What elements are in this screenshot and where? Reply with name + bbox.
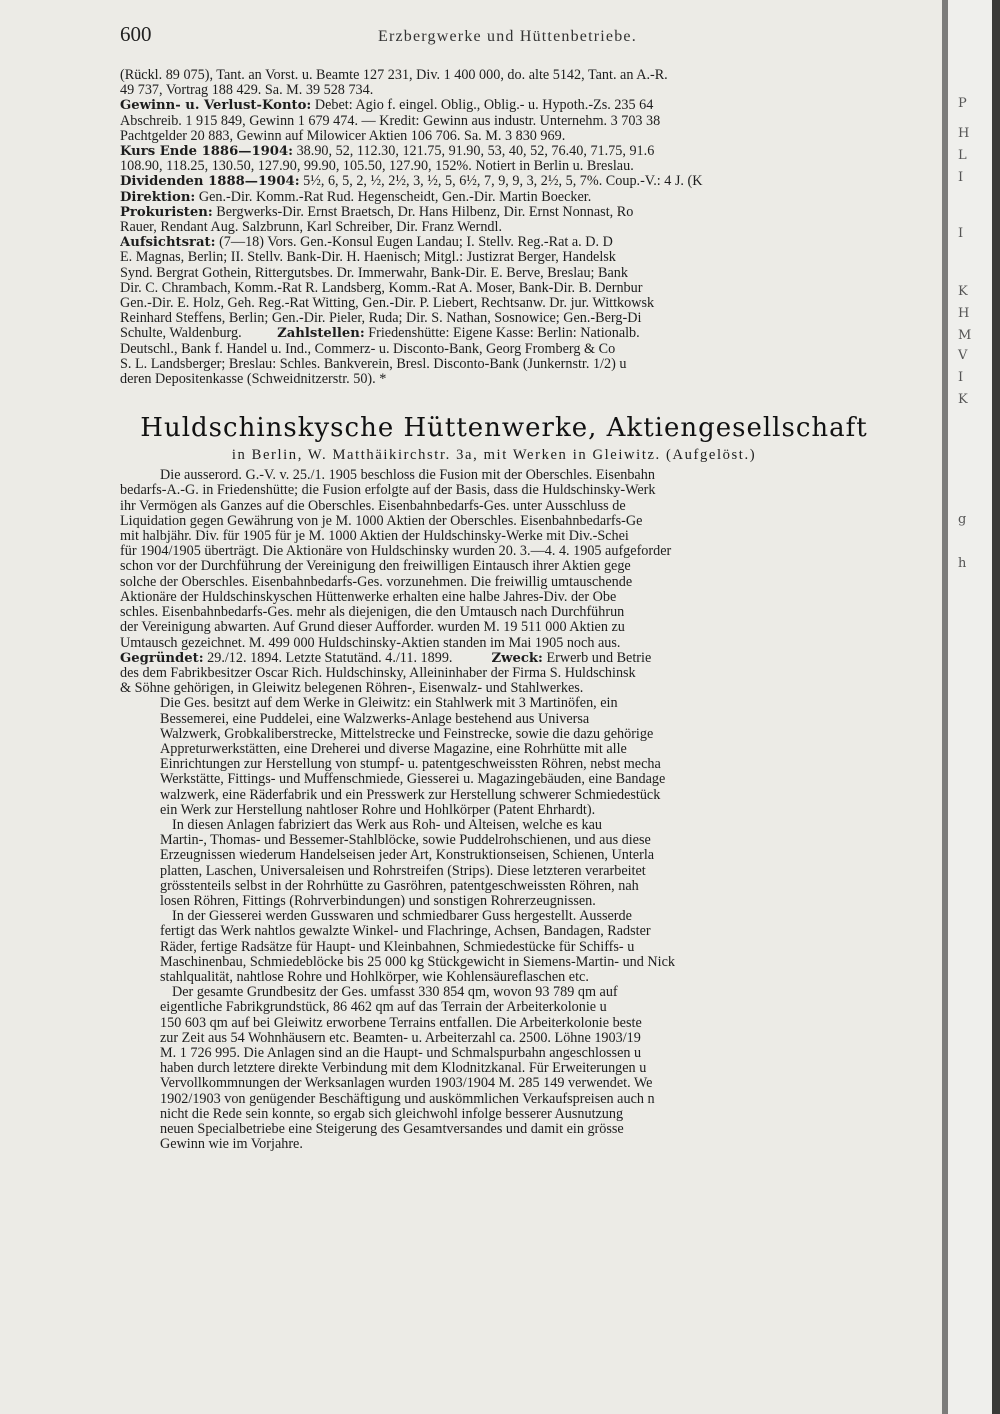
text-line: (Rückl. 89 075), Tant. an Vorst. u. Beamte 127 231, Div. 1 400 000, do. alte 5142, Tant. an A.-R. — [120, 68, 668, 83]
text-line: Synd. Bergrat Gothein, Rittergutsbes. Dr. Immerwahr, Bank-Dir. E. Berve, Breslau; Bank — [120, 265, 628, 281]
text-line: grösstenteils selbst in der Rohrhütte zu Gasröhren, patentgeschweissten Röhren, nah — [160, 878, 639, 894]
text-line: E. Magnas, Berlin; II. Stellv. Bank-Dir. H. Haenisch; Mitgl.: Justizrat Berger, Handelsk — [120, 250, 616, 266]
text-line: losen Röhren, Fittings (Rohrverbindungen) und sonstigen Rohrerzeugnissen. — [160, 893, 596, 909]
margin-fragment: V — [958, 348, 968, 363]
section-label: Gewinn- u. Verlust-Konto: — [120, 98, 312, 114]
text-line: mit halbjähr. Div. für 1905 für je M. 1000 Aktien der Huldschinsky-Werke mit Div.-Schei — [120, 529, 629, 545]
margin-fragment: P — [958, 96, 967, 111]
text-line — [120, 98, 934, 113]
text-line: Die ausserord. G.-V. v. 25./1. 1905 beschloss die Fusion mit der Oberschles. Eisenbahn — [160, 468, 655, 484]
margin-fragment: M — [958, 328, 972, 343]
text-line: für 1904/1905 überträgt. Die Aktionäre von Huldschinsky wurden 20. 3.—4. 4. 1905 aufgeforder — [120, 544, 672, 560]
text-line: Die Ges. besitzt auf dem Werke in Gleiwitz: ein Stahlwerk mit 3 Martinöfen, ein — [160, 696, 618, 712]
text-line: Maschinenbau, Schmiedeblöcke bis 25 000 kg Stückgewicht in Siemens-Martin- und Nick — [160, 954, 675, 970]
section-label: Zweck: — [491, 650, 543, 666]
margin-fragment: g — [958, 512, 967, 527]
text-span: Erwerb und Betrie — [546, 650, 652, 666]
margin-fragment: H — [958, 306, 970, 321]
text-line: der Vereinigung abwarten. Auf Grund dieser Aufforder. wurden M. 19 511 000 Aktien zu — [120, 620, 625, 636]
text-line: In der Giesserei werden Gusswaren und schmiedbarer Guss hergestellt. Ausserde — [172, 909, 632, 925]
section-label: Dividenden 1888—1904: — [120, 174, 300, 190]
text-span: 5½, 6, 5, 2, ½, 2½, 3, ½, 5, 6½, 7, 9, 9, 3, 2½, 5, 7%. Coup.-V.: 4 J. (K — [303, 174, 703, 190]
margin-fragment: I — [958, 370, 964, 385]
margin-fragment: I — [958, 170, 964, 185]
text-span: 29./12. 1894. Letzte Statutänd. 4./11. 1899. — [207, 650, 453, 666]
text-line: zur Zeit aus 54 Wohnhäusern etc. Beamten- u. Arbeiterzahl ca. 2500. Löhne 1903/19 — [160, 1030, 641, 1046]
text-line: Pachtgelder 20 883, Gewinn auf Milowicer Aktien 106 706. Sa. M. 3 830 969. — [120, 128, 566, 144]
text-line: des dem Fabrikbesitzer Oscar Rich. Huldschinsky, Alleininhaber der Firma S. Huldschinsk — [120, 665, 636, 681]
fusion-paragraph — [120, 468, 934, 650]
text-line: haben durch letztere direkte Verbindung mit dem Klodnitzkanal. Für Erweiterungen u — [160, 1061, 647, 1077]
text-line — [120, 235, 934, 250]
adjacent-page-strip — [942, 0, 1000, 1414]
text-line: bedarfs-A.-G. in Friedenshütte; die Fusion erfolgte auf der Basis, dass die Huldschinsky-Werk — [120, 483, 656, 499]
text-line: Rauer, Rendant Aug. Salzbrunn, Karl Schreiber, Dir. Franz Werndl. — [120, 220, 502, 236]
giesserei-paragraph — [120, 909, 934, 985]
section-label: Direktion: — [120, 189, 196, 205]
text-span: Debet: Agio f. eingel. Oblig., Oblig.- u. Hypoth.-Zs. 235 64 — [314, 98, 654, 114]
margin-fragment: K — [958, 284, 968, 299]
text-line — [120, 190, 934, 205]
text-line: Liquidation gegen Gewährung von je M. 1000 Aktien der Oberschles. Eisenbahnbedarfs-Ge — [120, 513, 643, 529]
section-label: Zahlstellen: — [277, 326, 365, 342]
text-line: 49 737, Vortrag 188 429. Sa. M. 39 528 734. — [120, 83, 374, 99]
grundbesitz-paragraph — [120, 985, 934, 1152]
text-line — [120, 326, 934, 341]
text-line: platten, Laschen, Universaleisen und Rohrstreifen (Strips). Diese letzteren verarbeitet — [160, 863, 646, 879]
margin-fragment: K — [958, 392, 968, 407]
adjacent-page-margin — [948, 0, 992, 1414]
text-line: Der gesamte Grundbesitz der Ges. umfasst 330 854 qm, wovon 93 789 qm auf — [172, 985, 618, 1001]
text-line: Werkstätte, Fittings- und Muffenschmiede, Giesserei u. Magazingebäuden, eine Bandage — [160, 772, 666, 788]
text-span: Bergwerks-Dir. Ernst Braetsch, Dr. Hans Hilbenz, Dir. Ernst Nonnast, Ro — [216, 204, 634, 220]
text-line: ihr Vermögen als Ganzes auf die Oberschles. Eisenbahnbedarfs-Ges. unter Ausschluss de — [120, 498, 626, 514]
text-span: Gen.-Dir. Komm.-Rat Rud. Hegenscheidt, Gen.-Dir. Martin Boecker. — [198, 189, 592, 205]
text-line: Erzeugnissen wiederum Handelseisen jeder Art, Konstruktionseisen, Schienen, Unterla — [160, 848, 655, 864]
text-line: Reinhard Steffens, Berlin; Gen.-Dir. Pieler, Ruda; Dir. S. Nathan, Sosnowice; Gen.-Berg-Di — [120, 311, 642, 327]
text-line: Vervollkommnungen der Werksanlagen wurden 1903/1904 M. 285 149 verwendet. We — [160, 1076, 653, 1092]
section-label: Aufsichtsrat: — [120, 235, 216, 251]
text-line — [120, 205, 934, 220]
section-label: Prokuristen: — [120, 204, 213, 220]
page-content — [108, 22, 934, 1392]
text-line: Umtausch gezeichnet. M. 499 000 Huldschinsky-Aktien standen im Mai 1905 noch aus. — [120, 635, 621, 651]
text-line: Deutschl., Bank f. Handel u. Ind., Commerz- u. Disconto-Bank, Georg Fromberg & Co — [120, 341, 616, 357]
text-line: Gen.-Dir. E. Holz, Geh. Reg.-Rat Witting, Gen.-Dir. P. Liebert, Rechtsanw. Dr. jur. Wittkowsk — [120, 296, 655, 312]
margin-fragment: H — [958, 126, 970, 141]
anlagen-paragraph — [120, 818, 934, 909]
text-line: solche der Oberschles. Eisenbahnbedarfs-Ges. vorzunehmen. Die freiwillig umtauschende — [120, 574, 633, 590]
text-line — [120, 174, 934, 189]
text-line: 150 603 qm auf bei Gleiwitz erworbene Terrains entfallen. Die Arbeiterkolonie beste — [160, 1015, 642, 1031]
text-line: Räder, fertige Radsätze für Haupt- und Kleinbahnen, Schmiedestücke für Schiffs- u — [160, 939, 635, 955]
text-line: ein Werk zur Herstellung nahtloser Rohre und Hohlkörper (Patent Ehrhardt). — [160, 802, 596, 818]
text-line: Bessemerei, eine Puddelei, eine Walzwerks-Anlage bestehend aus Universa — [160, 711, 590, 727]
text-span: (7—18) Vors. Gen.-Konsul Eugen Landau; I. Stellv. Reg.-Rat a. D. D — [219, 235, 613, 251]
page-header — [108, 22, 934, 54]
werk-paragraph — [120, 696, 934, 818]
page-number: 600 — [120, 22, 152, 46]
company-subtitle: in Berlin, W. Matthäikirchstr. 3a, mit Werken in Gleiwitz. (Aufgelöst.) — [231, 447, 757, 464]
text-line: schles. Eisenbahnbedarfs-Ges. mehr als diejenigen, die den Umtausch nach Durchführun — [120, 605, 625, 621]
text-span: 38.90, 52, 112.30, 121.75, 91.90, 53, 40, 52, 76.40, 71.75, 91.6 — [296, 144, 655, 160]
text-line: M. 1 726 995. Die Anlagen sind an die Haupt- und Schmalspurbahn angeschlossen u — [160, 1045, 642, 1061]
margin-fragment: h — [958, 556, 967, 571]
text-line: nicht die Rede sein konnte, so ergab sich gleichwohl infolge besserer Ausnutzung — [160, 1106, 624, 1122]
text-line: eigentliche Fabrikgrundstück, 86 462 qm auf das Terrain der Arbeiterkolonie u — [160, 1000, 607, 1016]
text-line: Walzwerk, Grobkaliberstrecke, Mittelstrecke und Feinstrecke, sowie die dazu gehörige — [160, 726, 654, 742]
page-edge-shadow — [992, 0, 1000, 1414]
text-line: Gewinn wie im Vorjahre. — [160, 1137, 303, 1153]
text-line: schon vor der Durchführung der Vereinigung den freiwilligen Eintausch ihrer Aktien gege — [120, 559, 631, 575]
section-label: Gegründet: — [120, 650, 204, 666]
previous-entry — [120, 68, 934, 387]
text-line: 108.90, 118.25, 130.50, 127.90, 99.90, 105.50, 127.90, 152%. Notiert in Berlin u. Breslau. — [120, 159, 634, 175]
text-span: Schulte, Waldenburg. — [120, 326, 242, 342]
text-line: & Söhne gehörigen, in Gleiwitz belegenen Röhren-, Eisenwalz- und Stahlwerkes. — [120, 681, 584, 697]
text-line: Appreturwerkstätten, eine Dreherei und diverse Magazine, eine Rohrhütte mit alle — [160, 741, 627, 757]
text-line: Dir. C. Chrambach, Komm.-Rat R. Landsberg, Komm.-Rat A. Moser, Bank-Dir. B. Dernbur — [120, 280, 643, 296]
gruendung-paragraph — [120, 651, 934, 697]
text-line: deren Depositenkasse (Schweidnitzerstr. 50). * — [120, 372, 387, 388]
section-label: Kurs Ende 1886—1904: — [120, 144, 294, 160]
text-line: Abschreib. 1 915 849, Gewinn 1 679 474. — Kredit: Gewinn aus industr. Unternehm. 3 703 38 — [120, 113, 661, 129]
text-span: Friedenshütte: Eigene Kasse: Berlin: Nationalb. — [368, 326, 640, 342]
text-line — [120, 144, 934, 159]
text-line: S. L. Landsberger; Breslau: Schles. Bankverein, Bresl. Disconto-Bank (Junkernstr. 1/2) u — [120, 356, 627, 372]
text-line: Martin-, Thomas- und Bessemer-Stahlblöcke, sowie Puddelrohschienen, und aus diese — [160, 833, 651, 849]
text-line: 1902/1903 von genügender Beschäftigung und auskömmlichen Verkaufspreisen auch n — [160, 1091, 655, 1107]
text-line: stahlqualität, nahtlose Rohre und Hohlkörper, wie Kohlensäureflaschen etc. — [160, 969, 589, 985]
text-line — [120, 651, 934, 666]
margin-fragment: I — [958, 226, 964, 241]
text-line: fertigt das Werk nahtlos gewalzte Winkel- und Flachringe, Achsen, Bandagen, Radster — [160, 924, 651, 940]
text-line: neuen Specialbetriebe eine Steigerung des Gesamtversandes und damit ein grösse — [160, 1122, 624, 1137]
text-line: Aktionäre der Huldschinskyschen Hüttenwerke erhalten eine halbe Jahres-Div. der Obe — [120, 589, 617, 605]
margin-fragment: L — [958, 148, 967, 163]
running-head: Erzbergwerke und Hüttenbetriebe. — [378, 28, 637, 45]
text-line: In diesen Anlagen fabriziert das Werk aus Roh- und Alteisen, welche es kau — [172, 817, 603, 833]
company-entry — [120, 468, 934, 1152]
text-line: Einrichtungen zur Herstellung von stumpf- u. patentgeschweissten Röhren, nebst mecha — [160, 757, 661, 773]
company-title: Huldschinskysche Hüttenwerke, Aktiengesellschaft — [140, 413, 868, 444]
text-line: walzwerk, eine Räderfabrik und ein Presswerk zur Herstellung schwerer Schmiedestück — [160, 787, 661, 803]
